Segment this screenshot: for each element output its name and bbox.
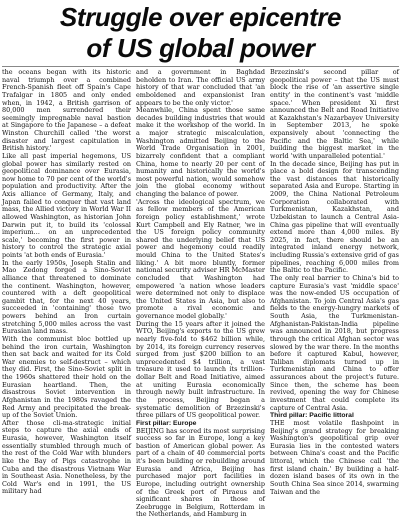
section-subheading: First pillar: Europe: [136, 419, 197, 427]
headline-line-1: Struggle over epicentre: [59, 2, 342, 32]
section-subheading: Third pillar: Pacific littoral: [270, 412, 354, 420]
article-paragraph: During the 15 years after it joined the WTO, Beijing's exports to the US grew nearly five-fold to $462 billion while, by 2014, its foreign currency reserves surged from just $200 billion to an unprecedented $4 trillion, a vast treasure it used to launch its trillion-dollar Belt and Road Initiative, aimed at uniting Eurasia economically through newly built infrastructure. In the process, Beijing began a systematic demolition of Brzezinski's three pillars of US geopolitical power.: [136, 319, 265, 420]
article-column-3: [270, 69, 399, 519]
article-paragraph: Brzezinski's second pillar of geopolitical power – that the US must block the rise of 'an assertive single entity' in the continent's vast 'middle space.' When president Xi first announced the Belt and Road Initiative at Kazakhstan's Nazarbayev University in September 2013, he spoke expansively about 'connecting the Pacific and the Baltic Sea,' while building the biggest market in the world 'with unparalleled potential.': [270, 68, 399, 160]
headline-rule: [2, 66, 399, 67]
article-paragraph: With the communist bloc bottled up behind the iron curtain, Washington then sat back and waited for its Cold War enemies to self-destruct – which they did. First, the Sino-Soviet split in the 1960s shattered their hold on the Eurasian heartland. Then, the disastrous Soviet intervention in Afghanistan in the 1980s ravaged the Red Army and precipitated the break-up of the Soviet Union.: [2, 334, 131, 420]
article-paragraph: and a government in Baghdad beholden to Iran. The official US army history of that war concluded that 'an emboldened and expansionist Iran appears to be the only victor.': [136, 68, 265, 107]
article-paragraph: the oceans began with its historic naval triumph over a combined French-Spanish fleet off Spain's Cape Trafalgar in 1805 and only ended when, in 1942, a British garrison of 80,000 men surrendered their seemingly impregnable naval bastion at Singapore to the Japanese – a defeat Winston Churchill called 'the worst disaster and largest capitulation in British history.': [2, 68, 131, 153]
article-paragraph: THE most volatile flashpoint in Beijing's grand strategy for breaking Washington's geopolitical grip over Eurasia lies in the contested waters between China's coast and the Pacific littoral, which the Chinese call 'the first island chain.' By building a half-dozen island bases of its own in the South China Sea since 2014, swarming Taiwan and the: [270, 418, 399, 496]
article-paragraph: The only real barrier to China's bid to capture Eurasia's vast 'middle space' was the now-ended US occupation of Afghanistan. To join Central Asia's gas fields to the energy-hungry markets of South Asia, the Turkmenistan-Afghanistan-Pakistan-India pipeline was announced in 2018, but progress through the critical Afghan sector was slowed by the war there. In the months before it captured Kabul, however, Taliban diplomats turned up in Turkmenistan and China to offer assurances about the project's future. Since then, the scheme has been revived, opening the way for Chinese investment that could complete its capture of Central Asia.: [270, 273, 399, 412]
article-columns: [2, 68, 399, 519]
headline-line-2: of US global power: [86, 33, 315, 63]
article-paragraph: 'Across the ideological spectrum, we as fellow members of the American foreign policy establishment,' wrote Kurt Campbell and Ely Ratner, 'we in the US foreign policy community shared the underlying belief that US power and hegemony could readily mould China to the United States's liking.' A bit more bluntly, former national security adviser HR McMaster concluded that Washington had empowered 'a nation whose leaders were determined not only to displace the United States in Asia, but also to promote a rival economic and governance model globally.': [136, 197, 265, 320]
article-paragraph: In the early 1950s, Joseph Stalin and Mao Zedong forged a Sino-Soviet alliance that threatened to dominate the continent. Washington, however, countered with a deft geopolitical gambit that, for the next 40 years, succeeded in 'containing' those two powers behind an Iron curtain stretching 5,000 miles across the vast Eurasian land mass.: [2, 258, 131, 336]
article-column-1: [2, 69, 131, 519]
article-paragraph: Like all past imperial hegemons, US global power has similarly rested on geopolitical dominance over Eurasia, now home to 70 per cent of the world's population and productivity. After the Axis alliance of Germany, Italy, and Japan failed to conquer that vast land mass, the Allied victory in World War II allowed Washington, as historian John Darwin put it, to build its 'colossal imperium… on an unprecedented scale,' becoming the first power in history to control the strategic axial points 'at both ends of Eurasia.': [2, 151, 131, 259]
article-column-2: [136, 69, 265, 519]
article-paragraph: Meanwhile, China spent those same decades building industries that would make it the workshop of the world. In a major strategic miscalculation, Washington admitted Beijing to the World Trade Organisation in 2001, bizarrely confident that a compliant China, home to nearly 20 per cent of humanity and historically the world's most powerful nation, would somehow join the global economy without changing the balance of power.: [136, 106, 265, 198]
article-paragraph: BEIJING has scored its most surprising success so far in Europe, long a key bastion of American global power. As part of a chain of 40 commercial ports it's been building or rebuilding around Eurasia and Africa, Beijing has purchased major port facilities in Europe, including outright ownership of the Greek port of Piraeus and significant shares in those of Zeebrugge in Belgium, Rotterdam in the Netherlands, and Hamburg in: [136, 426, 265, 519]
article-paragraph: In the decade since, Beijing has put in place a bold design for transcending the vast distances that historically separated Asia and Europe. Starting in 2009, the China National Petroleum Corporation collaborated with Turkmenistan, Kazakhstan, and Uzbekistan to launch a Central Asia-China gas pipeline that will eventually extend more than 4,000 miles. By 2025, in fact, there should be an integrated inland energy network, including Russia's extensive grid of gas pipelines, reaching 6,000 miles from the Baltic to the Pacific.: [270, 159, 399, 275]
article-paragraph: After those cli-ma-strategic initial steps to capture the axial ends of Eurasia, however, Washington itself essentially stumbled through much of the rest of the Cold War with blunders like the Bay of Pigs catastrophe in Cuba and the disastrous Vietnam War in Southeast Asia. Nonetheless, by the Cold War's end in 1991, the US military had: [2, 418, 131, 496]
